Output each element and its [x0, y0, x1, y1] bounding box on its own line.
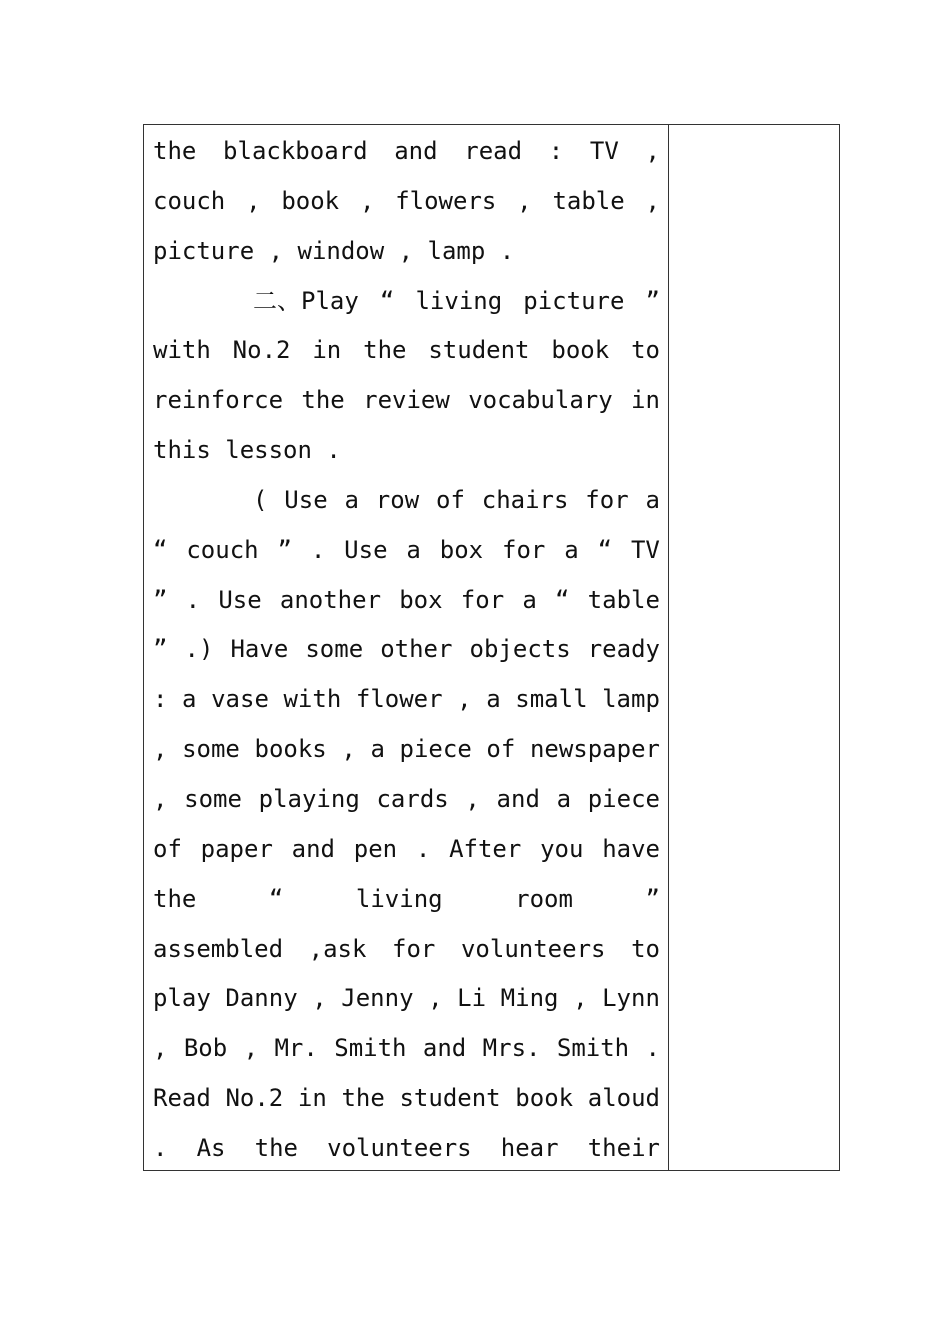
lesson-line [153, 1024, 660, 1074]
lesson-line-text: picture , window , lamp . [153, 236, 515, 265]
lesson-procedure-cell [153, 127, 660, 1167]
lesson-word: living [355, 884, 443, 913]
lesson-line [153, 625, 660, 675]
lesson-line [153, 277, 660, 327]
lesson-word: reinforce [153, 386, 284, 415]
lesson-word: to [631, 934, 660, 963]
lesson-word: of [436, 485, 465, 514]
lesson-word: and [394, 137, 438, 165]
lesson-word: No.2 [232, 336, 291, 365]
lesson-word: flowers [395, 186, 497, 215]
lesson-word: ” [645, 884, 660, 913]
lesson-line [153, 875, 660, 925]
lesson-word: their [587, 1133, 660, 1162]
lesson-word: lamp [602, 685, 660, 714]
lesson-word: ready [587, 635, 660, 664]
lesson-word: a [344, 485, 359, 514]
lesson-word: the [153, 137, 197, 165]
lesson-word: book [281, 186, 340, 215]
notes-cell [670, 125, 840, 1170]
lesson-line [153, 1074, 660, 1124]
lesson-line [153, 526, 660, 576]
lesson-word: table [552, 186, 625, 215]
lesson-word: have [602, 834, 660, 863]
lesson-line [153, 1124, 660, 1167]
lesson-word: , [517, 186, 532, 215]
lesson-word: TV [630, 535, 660, 564]
lesson-line [153, 426, 660, 476]
lesson-word: Smith [556, 1034, 630, 1063]
lesson-word: 二、Play [253, 286, 359, 315]
lesson-word: Ming [500, 984, 559, 1013]
lesson-line [153, 476, 660, 526]
lesson-word: volunteers [327, 1133, 472, 1162]
lesson-word: a [564, 535, 579, 564]
lesson-word: . [415, 834, 431, 863]
lesson-word: . [185, 585, 201, 614]
lesson-line-text: this lesson . [153, 436, 341, 465]
lesson-word: the [363, 336, 407, 365]
lesson-word: . [153, 1133, 168, 1162]
lesson-word: row [375, 485, 420, 514]
lesson-word: , [645, 186, 660, 215]
lesson-word: and [422, 1034, 467, 1063]
lesson-word: , [153, 735, 168, 764]
lesson-word: Have [230, 635, 289, 664]
lesson-word: “ [555, 585, 570, 614]
lesson-word: After [449, 834, 522, 863]
lesson-word: assembled [153, 934, 284, 963]
lesson-word: “ [268, 884, 284, 913]
lesson-word: a [556, 784, 572, 813]
lesson-word: in [631, 386, 660, 415]
lesson-word: for [460, 585, 505, 614]
lesson-word: , [246, 186, 261, 215]
lesson-word: book [551, 336, 610, 365]
lesson-word: with [153, 336, 211, 365]
lesson-word: . [645, 1034, 660, 1063]
lesson-word: piece [399, 735, 472, 764]
lesson-word: some [305, 635, 364, 664]
lesson-line [153, 775, 660, 825]
lesson-word: small [515, 685, 588, 714]
lesson-word: Use [344, 535, 388, 564]
lesson-word: pen [353, 834, 398, 863]
lesson-word: Smith [334, 1034, 407, 1063]
lesson-word: to [631, 336, 660, 365]
lesson-line [153, 127, 660, 177]
lesson-word: another [279, 585, 382, 614]
lesson-word: , [573, 984, 588, 1013]
lesson-word: and [291, 834, 336, 863]
lesson-line [153, 376, 660, 426]
lesson-word: , [359, 186, 375, 215]
lesson-word: student [428, 336, 530, 365]
lesson-word: Danny [225, 984, 298, 1013]
lesson-word: objects [469, 635, 571, 664]
lesson-word: a [645, 485, 660, 514]
lesson-word: you [540, 834, 584, 863]
lesson-word: the [341, 1084, 385, 1113]
lesson-word: in [297, 1084, 327, 1113]
lesson-word: , [645, 137, 660, 165]
lesson-word: a [406, 535, 421, 564]
lesson-word: , [312, 984, 327, 1013]
lesson-word: student [399, 1084, 501, 1113]
lesson-word: : [153, 685, 168, 714]
lesson-word: Read [153, 1084, 211, 1113]
lesson-word: review [363, 386, 450, 415]
lesson-word: Jenny [341, 984, 414, 1013]
lesson-word: ( [253, 485, 268, 514]
lesson-word: couch [153, 186, 226, 215]
lesson-word: , [243, 1034, 259, 1063]
lesson-word: , [153, 1034, 168, 1063]
lesson-word: playing [258, 784, 360, 813]
lesson-word: “ [379, 286, 395, 315]
lesson-line [153, 227, 660, 277]
lesson-line [153, 925, 660, 975]
lesson-word: .) [184, 635, 214, 664]
lesson-line [153, 825, 660, 875]
lesson-line [153, 725, 660, 775]
lesson-word: Mrs. [482, 1034, 541, 1063]
lesson-word: ” [153, 635, 168, 664]
lesson-word: the [254, 1133, 298, 1162]
lesson-word: , [465, 784, 480, 813]
lesson-word: in [312, 336, 342, 365]
lesson-word: aloud [587, 1084, 660, 1113]
lesson-word: Li [457, 984, 487, 1013]
lesson-word: vocabulary [468, 386, 613, 415]
lesson-word: a [182, 685, 197, 714]
lesson-word: , [341, 735, 356, 764]
lesson-word: play [153, 984, 211, 1013]
lesson-table [143, 124, 840, 1171]
lesson-word: flower [355, 685, 443, 714]
lesson-word: , [153, 784, 168, 813]
lesson-word: of [153, 834, 182, 863]
lesson-word: , [428, 984, 443, 1013]
lesson-word: for [392, 934, 436, 963]
lesson-word: vase [211, 685, 269, 714]
lesson-word: the [153, 884, 197, 913]
column-divider [668, 125, 669, 1170]
lesson-word: a [370, 735, 385, 764]
lesson-line [153, 576, 660, 626]
lesson-word: some [182, 735, 240, 764]
lesson-word: room [515, 884, 573, 913]
lesson-word: hear [500, 1133, 559, 1162]
lesson-word: . [310, 535, 326, 564]
lesson-word: Use [218, 585, 262, 614]
lesson-word: for [585, 485, 629, 514]
lesson-word: box [439, 535, 484, 564]
lesson-word: As [196, 1133, 226, 1162]
lesson-word: table [587, 585, 660, 614]
lesson-word: Use [284, 485, 328, 514]
lesson-line [153, 177, 660, 227]
lesson-word: piece [587, 784, 660, 813]
lesson-word: and [496, 784, 540, 813]
lesson-word: chairs [481, 485, 569, 514]
lesson-line [153, 974, 660, 1024]
lesson-word: cards [376, 784, 449, 813]
lesson-word: Lynn [602, 984, 660, 1013]
lesson-word: ” [277, 535, 292, 564]
lesson-word: living [415, 286, 503, 315]
lesson-line [153, 326, 660, 376]
lesson-word: book [515, 1084, 574, 1113]
lesson-word: a [486, 685, 501, 714]
lesson-word: , [457, 685, 472, 714]
lesson-word: : [548, 137, 564, 165]
lesson-word: blackboard [223, 137, 368, 165]
lesson-word: volunteers [460, 934, 606, 963]
lesson-word: other [380, 635, 453, 664]
lesson-word: “ [153, 535, 168, 564]
lesson-word: No.2 [225, 1084, 284, 1113]
lesson-word: ” [153, 585, 168, 614]
lesson-word: for [502, 535, 546, 564]
lesson-word: paper [200, 834, 273, 863]
lesson-word: couch [186, 535, 259, 564]
lesson-word: of [486, 735, 516, 764]
lesson-word: ” [645, 286, 660, 315]
lesson-word: books [254, 735, 327, 764]
lesson-word: Bob [183, 1034, 228, 1063]
lesson-word: the [301, 386, 345, 415]
lesson-word: “ [597, 535, 613, 564]
lesson-word: TV [589, 137, 619, 165]
lesson-word: Mr. [274, 1034, 318, 1063]
lesson-word: ,ask [308, 934, 367, 963]
lesson-word: some [184, 784, 242, 813]
lesson-word: with [283, 685, 342, 714]
lesson-word: read [464, 137, 523, 165]
lesson-word: picture [523, 286, 625, 315]
lesson-word: a [522, 585, 537, 614]
lesson-word: box [399, 585, 443, 614]
lesson-word: newspaper [529, 735, 660, 764]
lesson-line [153, 675, 660, 725]
